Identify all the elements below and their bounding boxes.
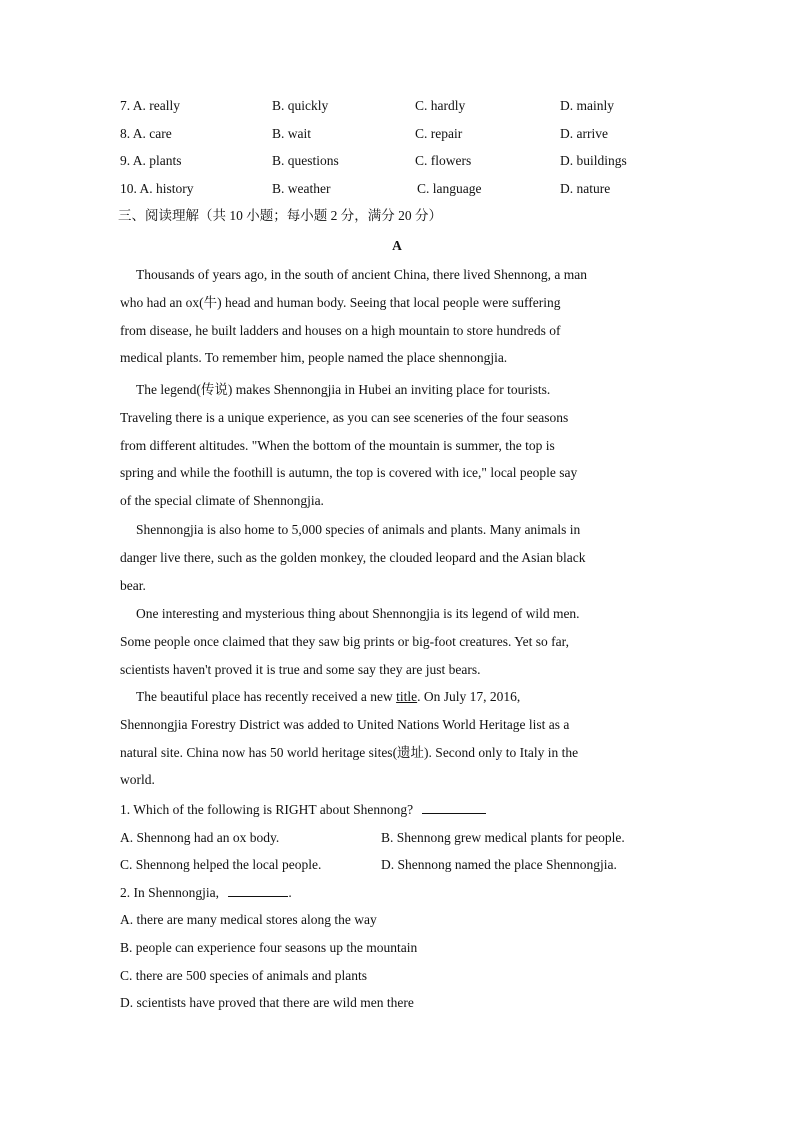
question-2-option-c[interactable]: C. there are 500 species of animals and plants bbox=[120, 968, 368, 983]
question-2-stem bbox=[120, 883, 292, 903]
paragraph-line: Traveling there is a unique experience, as you can see sceneries of the four seasons bbox=[120, 409, 569, 425]
option-b: B. wait bbox=[272, 126, 311, 141]
cloze-options-row bbox=[120, 96, 680, 116]
option-a: 9. A. plants bbox=[120, 153, 182, 168]
option-d: D. nature bbox=[560, 181, 611, 196]
paragraph-line: who had an ox(牛) head and human body. Seeing that local people were suffering bbox=[120, 294, 561, 310]
paragraph-line: scientists haven't proved it is true and some say they are just bears. bbox=[120, 661, 481, 677]
paragraph-line: of the special climate of Shennongjia. bbox=[120, 493, 324, 509]
cloze-options-row bbox=[120, 179, 680, 199]
option-b: B. weather bbox=[272, 181, 331, 196]
question-1-options-row bbox=[120, 855, 680, 875]
option-d: D. mainly bbox=[560, 98, 614, 113]
option-c[interactable]: C. Shennong helped the local people. bbox=[120, 857, 322, 872]
cloze-options-row bbox=[120, 151, 680, 171]
paragraph-line: danger live there, such as the golden monkey, the clouded leopard and the Asian black bbox=[120, 549, 586, 565]
option-c: C. repair bbox=[415, 126, 463, 141]
question-2-option-b[interactable]: B. people can experience four seasons up the mountain bbox=[120, 940, 418, 955]
cloze-options-row bbox=[120, 124, 680, 144]
paragraph-line: world. bbox=[120, 772, 155, 788]
line-text: . On July 17, 2016, bbox=[417, 689, 521, 704]
option-c: C. flowers bbox=[415, 153, 472, 168]
option-a[interactable]: A. Shennong had an ox body. bbox=[120, 830, 280, 845]
answer-blank[interactable] bbox=[228, 883, 288, 897]
line-text: The beautiful place has recently received a new bbox=[136, 689, 397, 704]
paragraph-1 bbox=[120, 261, 676, 372]
passage-label: A bbox=[392, 238, 402, 253]
paragraph-line: natural site. China now has 50 world heritage sites(遗址). Second only to Italy in the bbox=[120, 744, 579, 760]
paragraph-4 bbox=[120, 600, 676, 683]
paragraph-3 bbox=[120, 516, 676, 599]
paragraph-line: spring and while the foothill is autumn, the top is covered with ice," local people say bbox=[120, 465, 578, 481]
paragraph-line: medical plants. To remember him, people named the place shennongjia. bbox=[120, 350, 508, 366]
paragraph-2 bbox=[120, 376, 676, 515]
section-heading: 三、阅读理解（共 10 小题；每小题 2 分，满分 20 分） bbox=[118, 208, 442, 223]
option-b: B. quickly bbox=[272, 98, 329, 113]
paragraph-line: One interesting and mysterious thing about Shennongjia is its legend of wild men. bbox=[136, 606, 580, 621]
paragraph-line: Thousands of years ago, in the south of ancient China, there lived Shennong, a man bbox=[136, 267, 588, 282]
option-a: 10. A. history bbox=[120, 181, 194, 196]
paragraph-line: Shennongjia is also home to 5,000 species of animals and plants. Many animals in bbox=[136, 522, 581, 537]
option-b[interactable]: B. Shennong grew medical plants for people. bbox=[381, 830, 625, 845]
question-text: 2. In Shennongjia, bbox=[120, 885, 219, 900]
question-2-option-d[interactable]: D. scientists have proved that there are wild men there bbox=[120, 995, 414, 1010]
option-a: 8. A. care bbox=[120, 126, 172, 141]
option-a: 7. A. really bbox=[120, 98, 180, 113]
option-c: C. language bbox=[417, 181, 482, 196]
paragraph-5 bbox=[120, 683, 676, 794]
option-d: D. arrive bbox=[560, 126, 608, 141]
paragraph-line: Some people once claimed that they saw big prints or big-foot creatures. Yet so far, bbox=[120, 633, 569, 649]
underlined-word: title bbox=[396, 689, 418, 704]
paragraph-line: bear. bbox=[120, 577, 146, 593]
question-1-options-row bbox=[120, 828, 680, 848]
answer-blank[interactable] bbox=[422, 800, 486, 814]
paragraph-line: from disease, he built ladders and houses on a high mountain to store hundreds of bbox=[120, 322, 561, 338]
paragraph-line: Shennongjia Forestry District was added to United Nations World Heritage list as a bbox=[120, 716, 570, 732]
question-2-option-a[interactable]: A. there are many medical stores along the way bbox=[120, 912, 377, 927]
paragraph-line: from different altitudes. "When the bottom of the mountain is summer, the top is bbox=[120, 437, 555, 453]
option-d[interactable]: D. Shennong named the place Shennongjia. bbox=[381, 857, 617, 872]
option-c: C. hardly bbox=[415, 98, 466, 113]
paragraph-line: The legend(传说) makes Shennongjia in Hubei an inviting place for tourists. bbox=[136, 382, 551, 397]
question-text-end: . bbox=[288, 885, 292, 900]
option-d: D. buildings bbox=[560, 153, 627, 168]
option-b: B. questions bbox=[272, 153, 339, 168]
question-text: 1. Which of the following is RIGHT about Shennong? bbox=[120, 802, 414, 817]
paragraph-line bbox=[120, 683, 676, 711]
question-1-stem bbox=[120, 800, 486, 820]
